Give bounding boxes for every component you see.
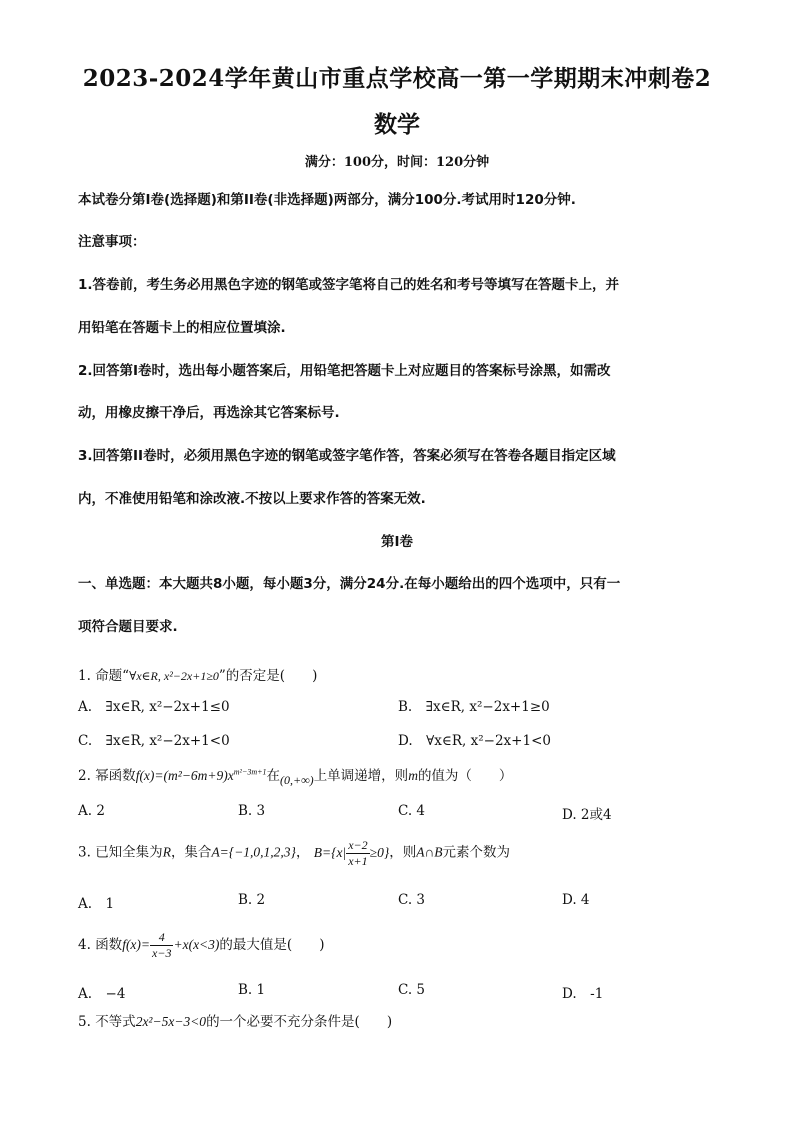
question-number: 2. xyxy=(78,768,91,784)
question-number: 5. xyxy=(78,1014,91,1030)
option-c: C. 5 xyxy=(398,982,426,998)
math-exponent: m²−3m+1 xyxy=(233,767,267,777)
option-b: B. 1 xyxy=(238,982,266,998)
math-expr: ∀x∈R, x²−2x+1≥0 xyxy=(129,669,219,683)
section-heading-cont: 项符合题目要求. xyxy=(78,619,178,635)
math-expr: 2x²−5x−3<0 xyxy=(135,1014,207,1029)
question-number: 3. xyxy=(78,844,91,861)
fraction-numerator: 4 xyxy=(150,930,173,946)
question-text: 在 xyxy=(266,768,281,784)
question-text: 幂函数 xyxy=(95,768,136,784)
question-3 xyxy=(78,838,510,869)
question-5 xyxy=(78,1010,392,1030)
question-text: 元素个数为 xyxy=(442,844,510,861)
question-1 xyxy=(78,664,317,684)
option-d: D. -1 xyxy=(562,986,604,1002)
note-line: 内，不准使用铅笔和涂改液.不按以上要求作答的答案无效. xyxy=(78,491,426,507)
fraction xyxy=(346,838,369,869)
question-text: 的值为（ ） xyxy=(417,768,513,784)
intro-text: 本试卷分第I卷(选择题)和第II卷(非选择题)两部分，满分100分.考试用时120分钟. xyxy=(78,192,576,208)
option-a: A. 2 xyxy=(78,803,105,819)
set-b-close: ≥0} xyxy=(369,844,390,860)
note-line: 动，用橡皮擦干净后，再选涂其它答案标号. xyxy=(78,405,340,421)
option-d: D. ∀x∈R, x²−2x+1<0 xyxy=(398,733,551,749)
question-text: 命题“ xyxy=(95,668,130,684)
subject-title: 数学 xyxy=(374,111,420,138)
math-set-a: A={−1,0,1,2,3} xyxy=(211,844,296,860)
math-var: m xyxy=(408,768,418,783)
note-line: 2.回答第Ⅰ卷时，选出每小题答案后，用铅笔把答题卡上对应题目的答案标号涂黑，如需改 xyxy=(78,363,611,379)
question-text: ”的否定是( ) xyxy=(218,668,318,684)
math-var: R xyxy=(162,844,171,860)
section-heading: 一、单选题：本大题共8小题，每小题3分，满分24分.在每小题给出的四个选项中，只有一 xyxy=(78,576,621,592)
question-text: 的一个必要不充分条件是( ) xyxy=(206,1014,393,1030)
option-d: D. 2或4 xyxy=(562,807,612,823)
question-text: ，集合 xyxy=(170,844,212,861)
option-d: D. 4 xyxy=(562,892,590,908)
math-set-b xyxy=(313,838,390,868)
exam-title: 2023-2024学年黄山市重点学校高一第一学期期末冲刺卷2 xyxy=(82,65,712,92)
question-text: 函数 xyxy=(95,937,123,953)
math-expr: f(x)=(m²−6m+9)x xyxy=(135,768,234,783)
option-b: B. 2 xyxy=(238,892,266,908)
fraction-numerator: x−2 xyxy=(348,838,368,852)
part1-heading: 第I卷 xyxy=(380,534,414,550)
question-number: 4. xyxy=(78,937,91,953)
option-a: A. −4 xyxy=(78,986,126,1002)
question-text: ， xyxy=(295,844,310,861)
fraction-denominator: x−3 xyxy=(152,946,172,960)
math-intersection: A∩B xyxy=(416,844,443,860)
question-text: 上单调递增，则 xyxy=(313,768,409,784)
option-a: A. 1 xyxy=(78,896,115,912)
option-c: C. ∃x∈R, x²−2x+1<0 xyxy=(78,733,230,749)
question-text: 的最大值是( ) xyxy=(219,937,325,953)
note-line: 3.回答第II卷时，必须用黑色字迹的钢笔或签字笔作答，答案必须写在答卷各题目指定区域 xyxy=(78,448,616,464)
question-text: ，则 xyxy=(389,844,417,861)
math-expr: +x(x<3) xyxy=(173,937,220,952)
question-number: 1. xyxy=(78,668,91,684)
question-4 xyxy=(78,930,324,961)
fraction xyxy=(150,930,173,961)
question-text: 不等式 xyxy=(95,1014,136,1030)
option-b: B. ∃x∈R, x²−2x+1≥0 xyxy=(398,699,550,715)
note-line: 1.答卷前，考生务必用黑色字迹的钢笔或签字笔将自己的姓名和考号等填写在答题卡上，并 xyxy=(78,277,620,293)
score-time: 满分：100分，时间：120分钟 xyxy=(304,155,490,170)
math-fx: f(x)= xyxy=(122,937,151,952)
fraction-denominator: x+1 xyxy=(348,854,368,868)
math-interval: (0,+∞) xyxy=(280,773,314,787)
set-b-open: B={x| xyxy=(313,844,347,860)
note-line: 用铅笔在答题卡上的相应位置填涂. xyxy=(78,320,286,336)
option-b: B. 3 xyxy=(238,803,266,819)
notes-heading: 注意事项： xyxy=(78,234,146,250)
question-text: 已知全集为 xyxy=(95,844,163,861)
option-c: C. 4 xyxy=(398,803,426,819)
question-2 xyxy=(78,764,513,787)
option-a: A. ∃x∈R, x²−2x+1≤0 xyxy=(78,699,230,715)
option-c: C. 3 xyxy=(398,892,426,908)
